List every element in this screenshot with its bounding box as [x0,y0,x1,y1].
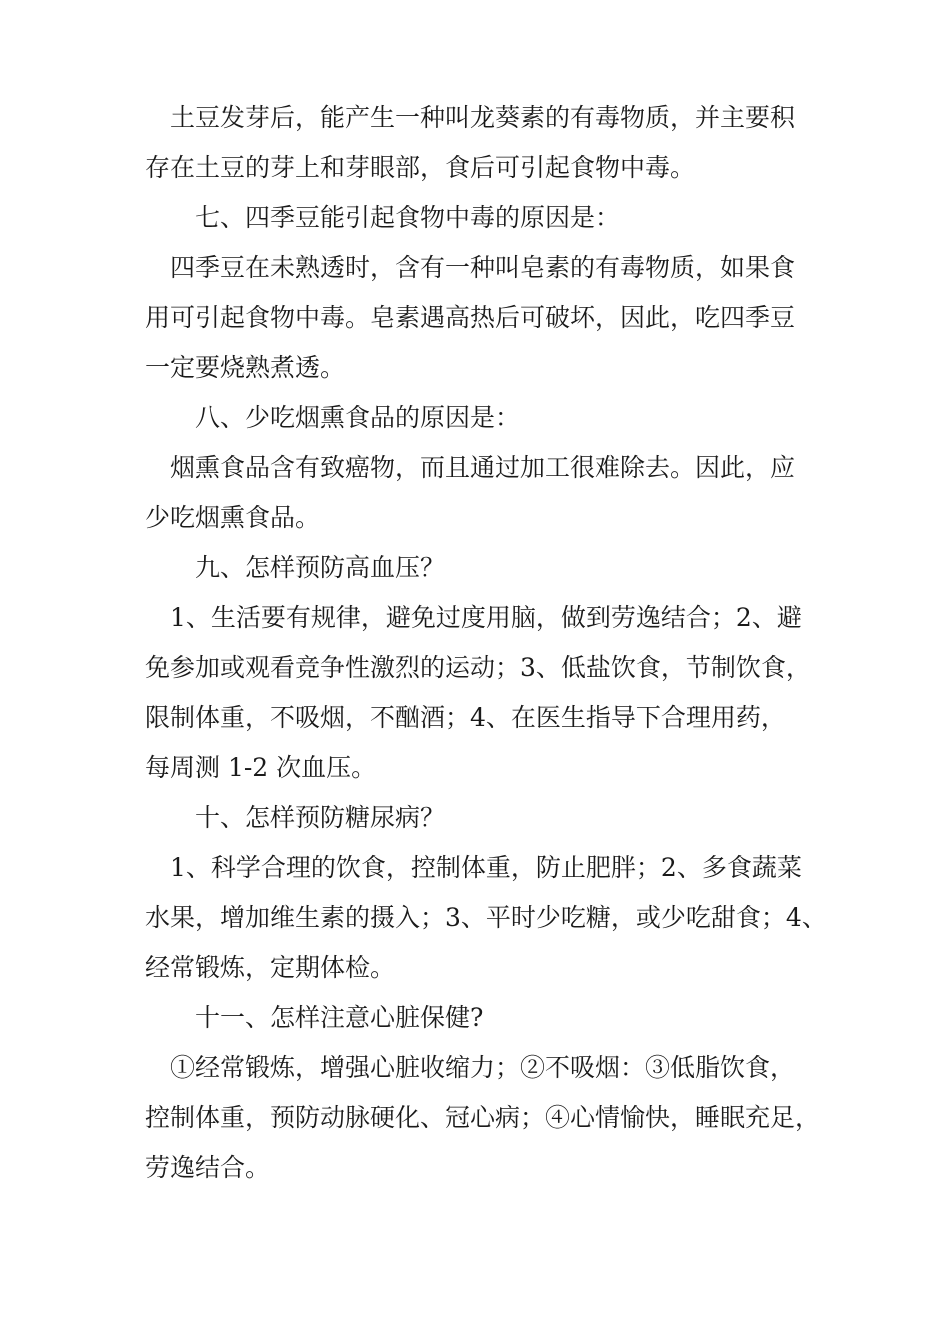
paragraph-line: 每周测 1-2 次血压。 [145,753,377,782]
section-heading: 八、少吃烟熏食品的原因是： [195,403,521,432]
paragraph-line: ①经常锻炼，增强心脏收缩力；②不吸烟：③低脂饮食， [170,1053,796,1082]
paragraph-line: 少吃烟熏食品。 [145,503,321,532]
section-heading: 七、四季豆能引起食物中毒的原因是： [195,203,621,232]
paragraph-line: 用可引起食物中毒。皂素遇高热后可破坏，因此，吃四季豆 [145,303,796,332]
paragraph-line: 烟熏食品含有致癌物，而且通过加工很难除去。因此，应 [170,453,796,482]
paragraph-line: 1、科学合理的饮食，控制体重，防止肥胖；2、多食蔬菜 [170,853,802,882]
paragraph-line: 1、生活要有规律，避免过度用脑，做到劳逸结合；2、避 [170,603,802,632]
section-heading: 十、怎样预防糖尿病？ [195,803,446,832]
paragraph-line: 控制体重，预防动脉硬化、冠心病；④心情愉快，睡眠充足， [145,1103,821,1132]
paragraph-line: 水果，增加维生素的摄入；3、平时少吃糖，或少吃甜食；4、 [145,903,827,932]
paragraph-line: 四季豆在未熟透时，含有一种叫皂素的有毒物质，如果食 [170,253,796,282]
paragraph-line: 土豆发芽后，能产生一种叫龙葵素的有毒物质，并主要积 [170,103,796,132]
paragraph-line: 免参加或观看竞争性激烈的运动；3、低盐饮食，节制饮食， [145,653,811,682]
paragraph-line: 限制体重，不吸烟，不酗酒；4、在医生指导下合理用药， [145,703,786,732]
paragraph-line: 劳逸结合。 [145,1153,271,1182]
section-heading: 十一、怎样注意心脏保健? [195,1003,484,1032]
paragraph-line: 存在土豆的芽上和芽眼部，食后可引起食物中毒。 [145,153,696,182]
paragraph-line: 经常锻炼，定期体检。 [145,953,396,982]
paragraph-line: 一定要烧熟煮透。 [145,353,346,382]
section-heading: 九、怎样预防高血压？ [195,553,446,582]
